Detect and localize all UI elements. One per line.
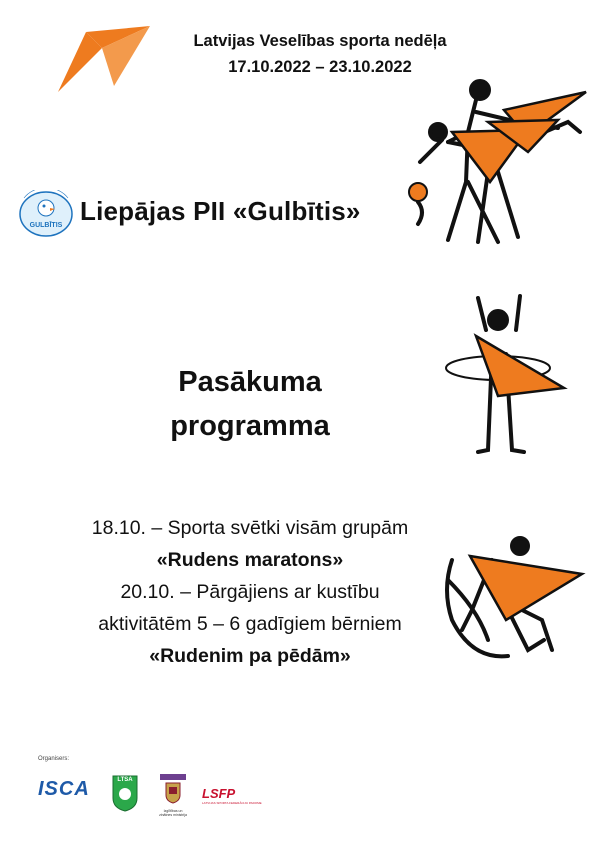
isca-logo-text: ISCA <box>38 778 90 800</box>
vsn-logo-icon <box>56 24 152 94</box>
ltsa-logo <box>112 772 138 812</box>
swan-logo-icon <box>18 190 74 238</box>
lsfp-logo-subtext: LATVIJAS SPORTA FEDERĀCIJU PADOME <box>202 801 262 805</box>
event-title-line1: Latvijas Veselības sporta nedēļa <box>193 32 447 50</box>
schedule-item-2-text2: aktivitātēm 5 – 6 gadīgiem bērniem <box>98 613 402 635</box>
event-dates: 17.10.2022 – 23.10.2022 <box>228 58 412 76</box>
schedule-item-2-event: «Rudenim pa pēdām» <box>149 645 351 667</box>
isca-logo <box>38 778 100 804</box>
schedule-item-1-event: «Rudens maratons» <box>156 549 344 571</box>
figure-hula-hoop-icon <box>440 290 580 460</box>
ministry-logo-text: Izglītības un zinātnes ministrija <box>159 809 187 817</box>
schedule-item-1-text: 18.10. – Sporta svētki visām grupām <box>91 517 409 539</box>
program-title-line1: Pasākuma <box>178 366 322 398</box>
figure-jump-rope-icon <box>432 520 588 660</box>
school-logo <box>18 190 74 238</box>
ministry-logo <box>158 774 188 818</box>
school-name: Liepājas PII «Gulbītis» <box>80 196 361 226</box>
program-title <box>120 360 380 448</box>
figures-playing-ball-icon <box>408 72 598 252</box>
organisers-label: Organisers: <box>38 756 70 762</box>
lsfp-logo-text: LSFP <box>202 786 236 801</box>
schedule-item-2-text: 20.10. – Pārgājiens ar kustību <box>120 581 380 603</box>
coat-of-arms-icon <box>158 780 188 804</box>
lsfp-logo <box>202 786 264 808</box>
ltsa-logo-text: LTSA <box>117 777 133 783</box>
program-title-line2: programma <box>170 410 330 442</box>
school-logo-text: GULBĪTIS <box>29 222 63 229</box>
schedule <box>20 512 480 672</box>
